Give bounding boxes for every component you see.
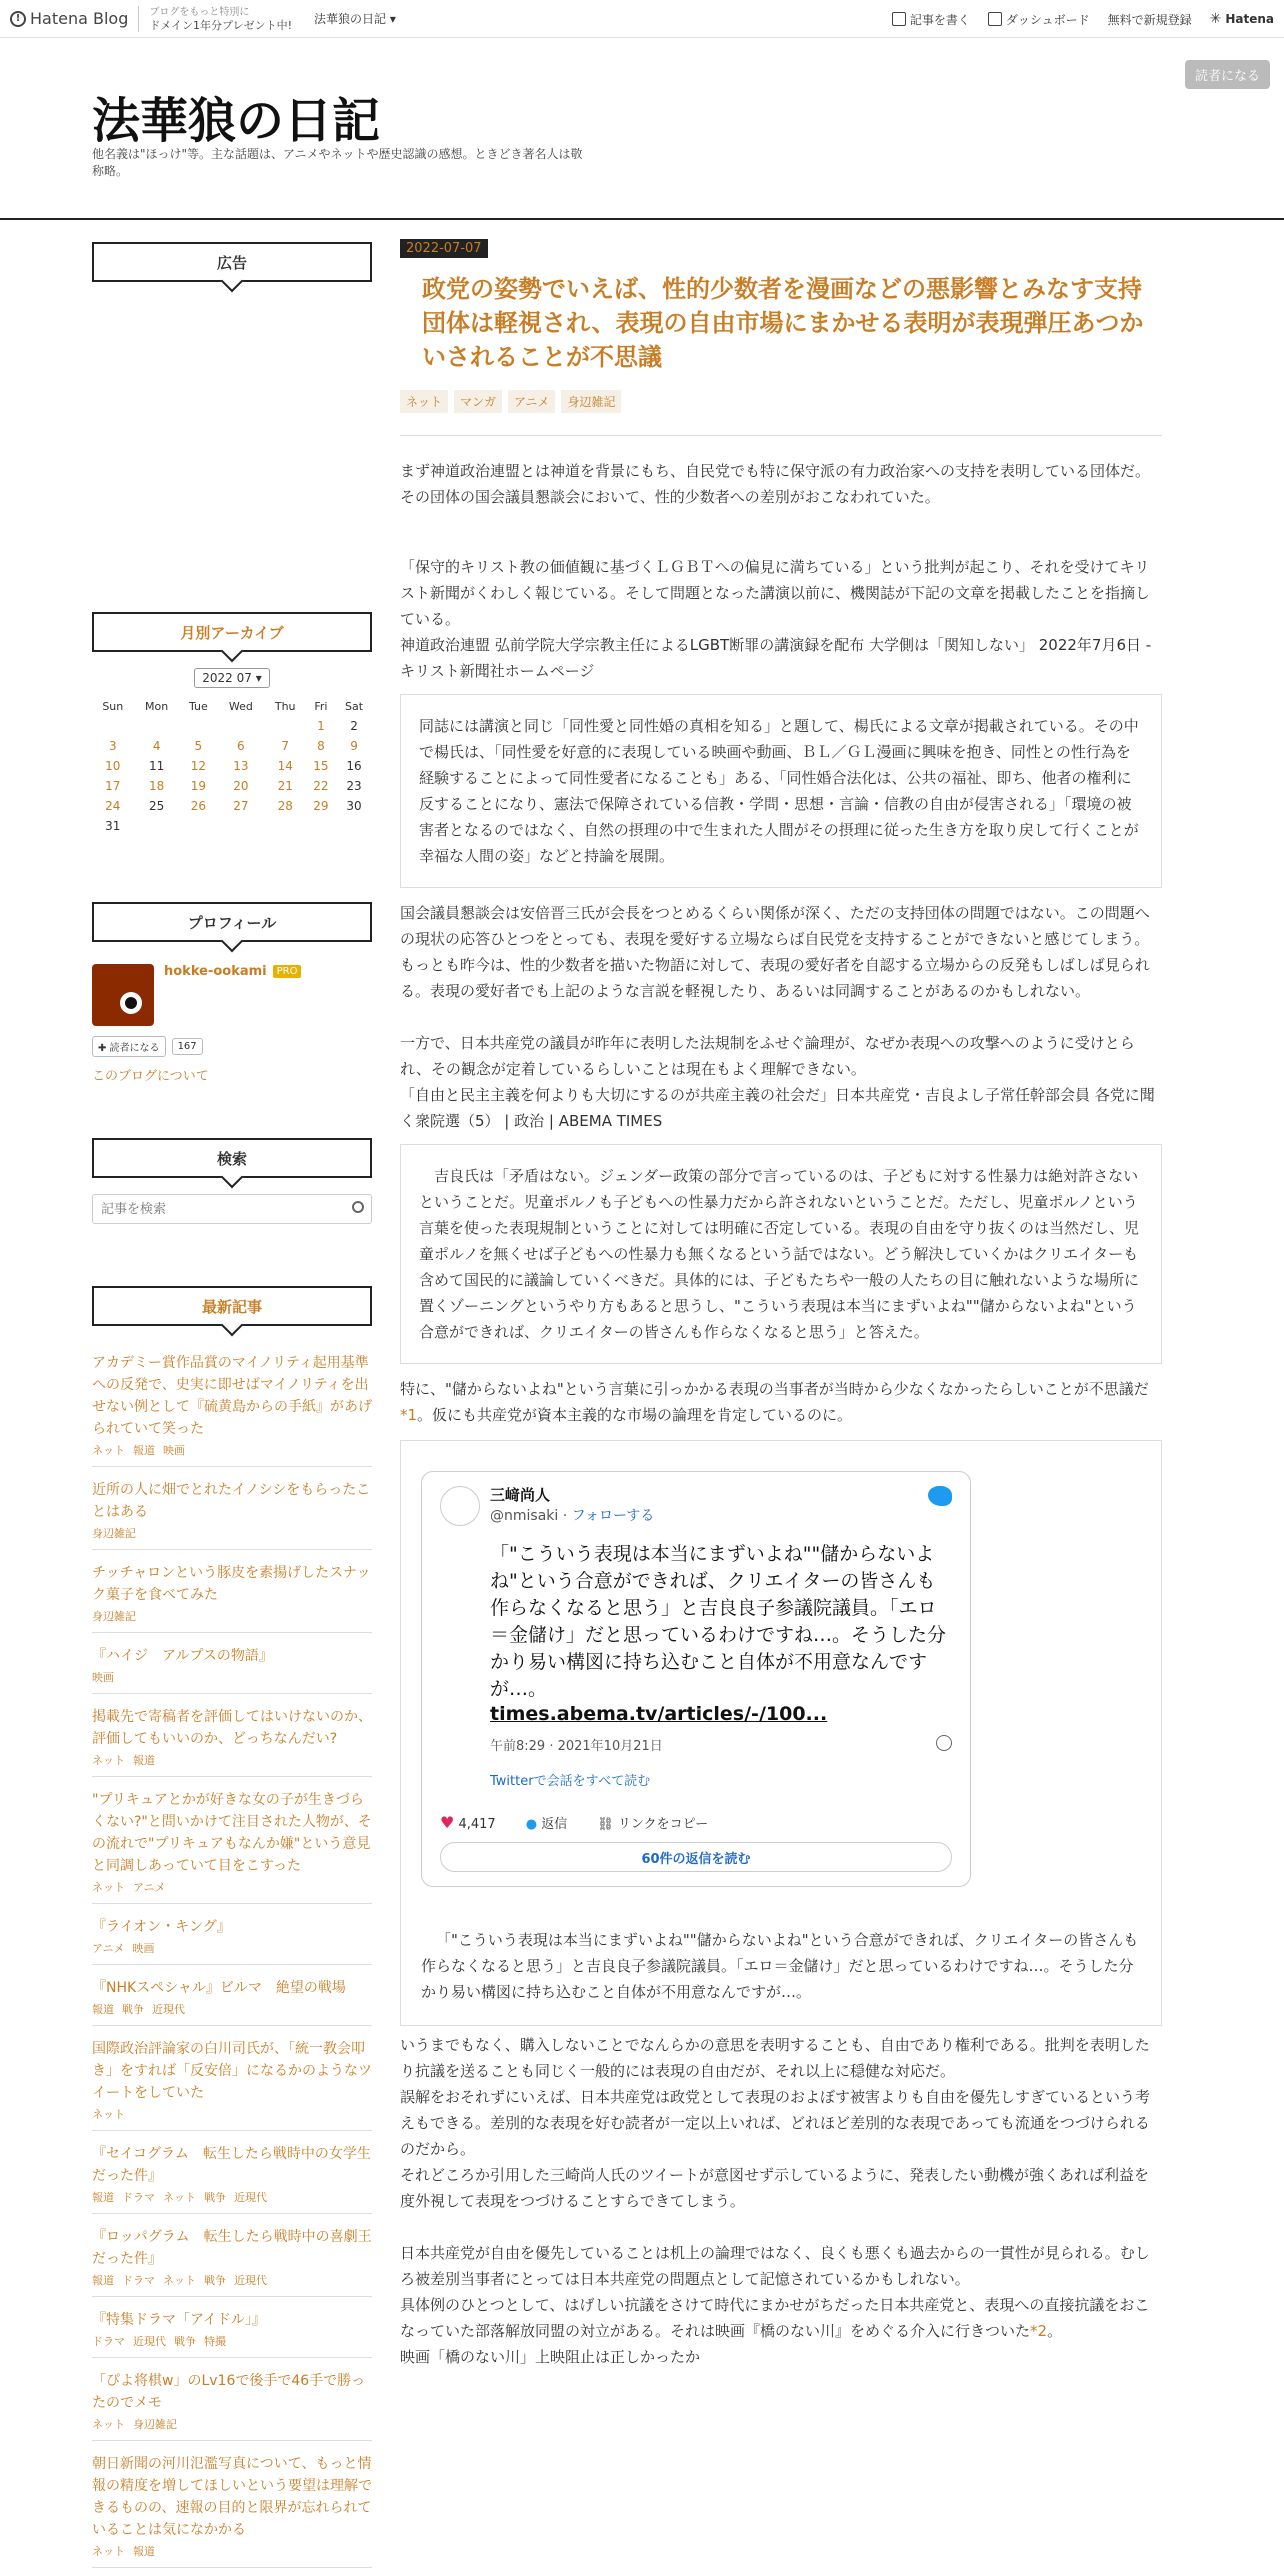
dashboard-icon [988, 12, 1002, 26]
cal-day[interactable]: 8 [317, 739, 325, 753]
blockquote: 吉良氏は「矛盾はない。ジェンダー政策の部分で言っているのは、子どもに対する性暴力は絶対許さないということだ。児童ポルノも子どもへの性暴力だから許されないということだ。ただし、児童ポルノという言葉を使った表現規制ということに対しては明確に否定している。表現の自由を守り抜くのは当然だし、児童ポルノを無くせば子どもへの性暴力も無くなるという話ではない。どう解決していくかはクリエイターも含めて国民的に議論していくべきだ。具体的には、子どもたちや一般の人たちの目に触れないような場所に置くゾーニングというやり方もあると思うし、"こういう表現は本当にまずいよね""儲からないよね"という合意ができれば、クリエイターの皆さんも作らなくなると思う」と答えた。 [400, 1144, 1162, 1364]
recent-post-link[interactable]: 国際政治評論家の白川司氏が、「統一教会叩き」をすれば「反安倍」になるかのようなツイートをしていた [92, 2041, 372, 2101]
subscribe-button[interactable]: 読者になる [1185, 60, 1270, 89]
paragraph: 具体例のひとつとして、はげしい抗議をさけて時代にまかせがちだった日本共産党と、表現への直接抗議をおこなっていた部落解放同盟の対立がある。それは映画『橋のない川』をめぐる介入に行きついた*2。 [400, 2296, 1150, 2340]
cal-day: 31 [105, 819, 121, 833]
list-item [92, 2441, 372, 2568]
about-blog-link[interactable]: このブログについて [92, 1069, 209, 1084]
ad-module [92, 242, 372, 282]
cal-day[interactable]: 22 [313, 779, 329, 793]
cal-head-thu: Thu [274, 699, 296, 713]
category-tag[interactable]: 身辺雑記 [92, 1610, 136, 1623]
recent-post-link[interactable]: 『特集ドラマ「アイドル」』 [92, 2312, 266, 2328]
source-link[interactable]: 映画「橋のない川」上映阻止は正しかったか [400, 2348, 701, 2366]
category-tag[interactable]: アニメ [508, 390, 555, 413]
cal-day[interactable]: 19 [190, 779, 206, 793]
paragraph: 特に、"儲からないよね"という言葉に引っかかる表現の当事者が当時から少なくなかったらしいことが不思議だ*1。仮にも共産党が資本主義的な市場の論理を肯定しているのに。 [400, 1380, 1149, 1424]
tweet-avatar[interactable] [440, 1486, 480, 1526]
list-item [92, 2026, 372, 2131]
category-tag[interactable]: 特撮 [204, 2335, 226, 2348]
post-date[interactable]: 2022-07-07 [400, 239, 488, 258]
like-button[interactable]: ♥ 4,417 [440, 1813, 496, 1832]
cal-day[interactable]: 26 [190, 799, 206, 813]
recent-post-categories [92, 2189, 372, 2205]
recent-post-categories [92, 2333, 372, 2349]
recent-post-link[interactable]: 『NHKスペシャル』ビルマ 絶望の戦場 [92, 1980, 346, 1996]
recent-post-categories [92, 2001, 372, 2017]
recent-post-link[interactable]: 『ロッパグラム 転生したら戦時中の喜劇王だった件』 [92, 2229, 372, 2267]
blog-switcher[interactable]: 法華狼の日記 ▾ [314, 12, 396, 26]
paragraph: 誤解をおそれずにいえば、日本共産党は政党として表現のおよぼす被害よりも自由を優先しすぎているという考えもできる。差別的な表現を好む読者が一定以上いれば、どれほど差別的な表現であっても流通をつづけられるのだから。 [400, 2088, 1151, 2158]
category-tag[interactable]: 映画 [163, 1444, 185, 1457]
list-item [92, 1694, 372, 1777]
category-tag[interactable]: ネット [92, 2545, 125, 2558]
blog-description: 他名義は"ほっけ"等。主な話題は、アニメやネットや歴史認識の感想。ときどき著名人は敬称略。 [92, 147, 583, 178]
recent-post-link[interactable]: 近所の人に畑でとれたイノシシをもらったことはある [92, 1482, 371, 1520]
paragraph: まず神道政治連盟とは神道を背景にもち、自民党でも特に保守派の有力政治家への支持を表明している団体だ。その団体の国会議員懇談会において、性的少数者への差別がおこなわれていた。 [400, 462, 1151, 506]
cal-head-tue: Tue [188, 699, 208, 713]
category-tag[interactable]: 身辺雑記 [133, 2418, 177, 2431]
tweet-link[interactable]: times.abema.tv/articles/-/100... [490, 1703, 828, 1725]
category-tag[interactable]: 近現代 [152, 2003, 185, 2016]
tweet-card[interactable]: 三﨑尚人 @nmisaki · フォローする 「"こういう表現は本当にまずいよね""儲からないよね"という合意ができれば、クリエイターの皆さんも作らなくなると思う」と吉良良子参議院議員。「エロ＝金儲け」だと思っているわけですね…。そうした分かり易い構図に持ち込むこと自体が不用意なんですが…。 times.abema.tv/articles/-/100... 午前8:29 · 2021年10月21日 Twitterで会話をすべて読む ♥ 4,417 ● 返信 ⛓ リンクをコピー 60件の返信を読む [421, 1471, 971, 1887]
recent-post-categories [92, 2106, 372, 2122]
blockquote: 同誌には講演と同じ「同性愛と同性婚の真相を知る」と題して、楊氏による文章が掲載されている。その中で楊氏は、「同性愛を好意的に表現している映画や動画、ＢＬ／ＧＬ漫画に興味を抱き、同性との性行為を経験することによって同性愛者になることも」ある、「同性婚合法化は、公共の福祉、即ち、他者の権利に反することになり、憲法で保障されている信教・学問・思想・言論・信教の自由が侵害される」「環境の被害者となるのではなく、自然の摂理の中で生まれた人間がその摂理に従った生き方を取り戻して行くことが幸福な人間の姿」などと持論を展開。 [400, 694, 1162, 888]
copy-link-button[interactable]: ⛓ リンクをコピー [597, 1817, 709, 1832]
category-tag[interactable]: ネット [163, 2274, 196, 2287]
cal-head-sun: Sun [102, 699, 124, 713]
list-item [92, 1633, 372, 1694]
recent-post-link[interactable]: 掲載先で寄稿者を評価してはいけないのか、評価してもいいのか、どっちなんだい? [92, 1709, 372, 1747]
ad-heading: 広告 [92, 242, 372, 282]
category-tag[interactable]: 戦争 [204, 2191, 226, 2204]
post-title[interactable]: 政党の姿勢でいえば、性的少数者を漫画などの悪影響とみなす支持団体は軽視され、表現の自由市場にまかせる表明が表現弾圧あつかいされることが不思議 [422, 275, 1144, 371]
hatena-logo-icon: ! [10, 11, 26, 27]
category-tag[interactable]: 映画 [132, 1942, 155, 1955]
cal-day[interactable]: 15 [313, 759, 329, 773]
hatena-star-icon: ✳ [1209, 11, 1222, 27]
follow-link[interactable]: フォローする [571, 1508, 655, 1524]
footnote-link[interactable]: *2 [1030, 2322, 1048, 2340]
search-input[interactable] [92, 1194, 372, 1224]
source-link[interactable]: 「自由と民主主義を何よりも大切にするのが共産主義の社会だ」日本共産党・吉良よし子常任幹部会員 各党に聞く衆院選（5） | 政治 | ABEMA TIMES [400, 1086, 1155, 1130]
archive-heading: 月別アーカイブ [92, 612, 372, 652]
archive-calendar [92, 696, 372, 836]
tweet-timestamp[interactable]: 午前8:29 · 2021年10月21日 [490, 1735, 952, 1754]
list-item [92, 1777, 372, 1904]
reply-bubble-icon: ● [525, 1817, 538, 1832]
hatena-menu[interactable]: ✳ Hatena [1209, 11, 1274, 27]
category-tag[interactable]: ネット [92, 2418, 125, 2431]
paragraph: 国会議員懇談会は安倍晋三氏が会長をつとめるくらい関係が深く、ただの支持団体の問題ではない。この問題への現状の応答ひとつをとっても、表現を愛好する立場ならば自民党を支持することができないと感じてしまう。 [400, 904, 1150, 948]
category-tag[interactable]: アニメ [133, 1881, 166, 1894]
read-replies-button[interactable]: 60件の返信を読む [440, 1842, 952, 1872]
paragraph: もっとも昨今は、性的少数者を描いた物語に対して、表現の愛好者を自認する立場からの反発もしばしば見られる。表現の愛好者でも上記のような言説を軽視したり、あるいは同調することがあるのかもしれない。 [400, 956, 1150, 1000]
list-item [92, 1340, 372, 1467]
dashboard-link[interactable]: ダッシュボード [988, 11, 1090, 28]
cal-day: 30 [346, 799, 362, 813]
recent-post-link[interactable]: "プリキュアとかが好きな女の子が生きづらくない?"と問いかけて注目された人物が、その流れで"プリキュアもなんか嫌"という意見と同調しあっていて目をこすった [92, 1792, 372, 1874]
cal-day[interactable]: 20 [233, 779, 249, 793]
cal-day[interactable]: 9 [350, 739, 358, 753]
cal-head-fri: Fri [314, 699, 328, 713]
recent-post-categories [92, 1608, 372, 1624]
category-tag[interactable]: アニメ [92, 1942, 125, 1955]
hatena-blog-logo[interactable]: ! Hatena Blog [10, 9, 128, 28]
cal-day: 16 [346, 759, 362, 773]
list-item [92, 1550, 372, 1633]
reply-button[interactable]: ● 返信 [525, 1817, 568, 1832]
cal-day[interactable]: 4 [152, 739, 161, 753]
category-tag[interactable]: 戦争 [122, 2003, 144, 2016]
source-link[interactable]: 神道政治連盟 弘前学院大学宗教主任によるLGBT断罪の講演録を配布 大学側は「関知しない」 2022年7月6日 - キリスト新聞社ホームページ [400, 636, 1152, 680]
cal-day: 23 [346, 779, 362, 793]
category-tag[interactable]: ネット [92, 2108, 125, 2121]
list-item [92, 1965, 372, 2026]
recent-post-link[interactable]: 『ライオン・キング』 [92, 1919, 231, 1935]
category-tag[interactable]: 報道 [133, 2545, 155, 2558]
category-tag[interactable]: 報道 [133, 1754, 155, 1767]
reader-count: 167 [172, 1038, 203, 1055]
cal-head-mon: Mon [145, 699, 169, 713]
category-tag[interactable]: ドラマ [92, 2335, 125, 2348]
list-item [92, 2131, 372, 2214]
paragraph: 日本共産党が自由を優先していることは机上の論理ではなく、良くも悪くも過去からの一貫性が見られる。むしろ被差別当事者にとっては日本共産党の問題点として記憶されているかもしれない。 [400, 2244, 1150, 2288]
recent-post-link[interactable]: 『ハイジ アルプスの物語』 [92, 1648, 273, 1664]
article [400, 238, 1162, 2370]
link-icon: ⛓ [597, 1817, 614, 1832]
category-tag[interactable]: ネット [92, 1754, 125, 1767]
category-tag[interactable]: 近現代 [234, 2191, 267, 2204]
recent-post-link[interactable]: 『セイコグラム 転生したら戦時中の女学生だった件』 [92, 2146, 371, 2184]
archive-month-select[interactable]: 2022 07 ▾ [194, 668, 270, 688]
blog-header [0, 38, 1284, 220]
recent-post-categories [92, 1669, 372, 1685]
cal-day[interactable]: 13 [233, 759, 249, 773]
embedded-tweet-block [400, 1440, 1162, 2026]
list-item [92, 2214, 372, 2297]
twitter-bird-icon[interactable] [928, 1486, 952, 1506]
category-tag[interactable]: 近現代 [234, 2274, 267, 2287]
recent-post-categories [92, 1525, 372, 1541]
profile-heading: プロフィール [92, 902, 372, 942]
blog-title[interactable]: 法華狼の日記 [92, 93, 381, 149]
category-tag[interactable]: ネット [400, 390, 448, 413]
heart-icon: ♥ [440, 1813, 455, 1832]
post-categories [400, 390, 1162, 413]
cal-day[interactable]: 1 [317, 719, 325, 733]
paragraph: それどころか引用した三崎尚人氏のツイートが意図せず示しているように、発表したい動機が強くあれば利益を度外視して表現をつづけることすらできてしまう。 [400, 2166, 1149, 2210]
cal-day[interactable]: 7 [281, 739, 290, 753]
recent-post-link[interactable]: アカデミー賞作品賞のマイノリティ起用基準への反発で、史実に即せばマイノリティを出せない例として『硫黄島からの手紙』があげられていて笑った [92, 1355, 372, 1437]
profile-module [92, 902, 372, 1084]
recent-post-categories [92, 1879, 372, 1895]
tweet-handle[interactable]: @nmisaki [490, 1508, 559, 1524]
cal-day[interactable]: 5 [194, 739, 203, 753]
cal-day[interactable]: 21 [277, 779, 293, 793]
archive-module [92, 612, 372, 836]
list-item [92, 1904, 372, 1965]
paragraph: 一方で、日本共産党の議員が昨年に表明した法規制をふせぐ論理が、なぜか表現への攻撃へのように受けとられ、その観念が定着しているらしいことは現在もよく理解できない。 [400, 1034, 1135, 1078]
search-heading: 検索 [92, 1138, 372, 1178]
avatar[interactable] [92, 964, 154, 1026]
follow-reader-button[interactable]: ✚ 読者になる [92, 1036, 166, 1057]
cal-day[interactable]: 28 [277, 799, 293, 813]
cal-day: 25 [149, 799, 165, 813]
recent-post-link[interactable]: 朝日新聞の河川氾濫写真について、もっと情報の精度を増してほしいという要望は理解できるものの、速報の目的と限界が忘れられていることは気になかかる [92, 2456, 372, 2538]
recent-posts-module [92, 1286, 372, 2568]
category-tag[interactable]: 戦争 [174, 2335, 196, 2348]
cal-day[interactable]: 29 [313, 799, 329, 813]
search-module [92, 1138, 372, 1224]
cal-head-sat: Sat [345, 699, 364, 713]
cal-day[interactable]: 18 [149, 779, 165, 793]
domain-promo[interactable]: ブログをもっと特別に ドメイン1年分プレゼント中! [138, 6, 292, 32]
footnote-link[interactable]: *1 [400, 1406, 418, 1424]
cal-head-wed: Wed [228, 699, 253, 713]
recent-post-categories [92, 2416, 372, 2432]
recent-heading: 最新記事 [92, 1286, 372, 1326]
cal-day[interactable]: 6 [237, 739, 245, 753]
pencil-icon [892, 12, 906, 26]
recent-post-categories [92, 1940, 372, 1956]
category-tag[interactable]: ドラマ [122, 2274, 155, 2287]
category-tag[interactable]: 近現代 [133, 2335, 166, 2348]
recent-post-link[interactable]: 「ぴよ将棋w」のLv16で後手で46手で勝ったのでメモ [92, 2373, 366, 2411]
cal-day[interactable]: 24 [105, 799, 121, 813]
list-item [92, 1467, 372, 1550]
cal-day[interactable]: 12 [190, 759, 206, 773]
recent-post-categories [92, 2272, 372, 2288]
tweet-author-name[interactable]: 三﨑尚人 [490, 1486, 551, 1504]
list-item [92, 2297, 372, 2358]
category-tag[interactable]: ネット [92, 1444, 125, 1457]
list-item [92, 2358, 372, 2441]
divider [400, 435, 1162, 436]
tweet-text: 「"こういう表現は本当にまずいよね""儲からないよね"という合意ができれば、クリエイターの皆さんも作らなくなると思う」と吉良良子参議院議員。「エロ＝金儲け」だと思っているわけですね…。そうした分かり易い構図に持ち込むこと自体が不用意なんですが…。 [490, 1543, 947, 1700]
cal-day[interactable]: 27 [233, 799, 249, 813]
category-tag[interactable]: ドラマ [122, 2191, 155, 2204]
recent-post-categories [92, 2543, 372, 2559]
category-tag[interactable]: ネット [163, 2191, 196, 2204]
paragraph: いうまでもなく、購入しないことでなんらかの意思を表明することも、自由であり権利である。批判を表明したり抗議を送ることも同じく一般的には表現の自由だが、それ以上に穏健な対応だ。 [400, 2036, 1150, 2080]
category-tag[interactable]: マンガ [454, 390, 502, 413]
recent-post-categories [92, 1442, 372, 1458]
profile-username[interactable]: hokke-ookami [164, 964, 267, 979]
recent-posts-list [92, 1340, 372, 2568]
search-icon[interactable] [352, 1201, 364, 1213]
cal-day[interactable]: 14 [277, 759, 293, 773]
category-tag[interactable]: 報道 [92, 2274, 114, 2287]
category-tag[interactable]: 報道 [133, 1444, 155, 1457]
cal-day: 2 [350, 719, 358, 733]
category-tag[interactable]: 報道 [92, 2191, 114, 2204]
paragraph: 「保守的キリスト教の価値観に基づくＬＧＢＴへの偏見に満ちている」という批判が起こり、それを受けてキリスト新聞がくわしく報じている。そして問題となった講演以前に、機関誌が下記の文章を掲載したことを指摘している。 [400, 558, 1151, 628]
category-tag[interactable]: 戦争 [204, 2274, 226, 2287]
cal-day[interactable]: 10 [105, 759, 121, 773]
category-tag[interactable]: ネット [92, 1881, 125, 1894]
category-tag[interactable]: 身辺雑記 [561, 390, 621, 413]
category-tag[interactable]: 身辺雑記 [92, 1527, 136, 1540]
recent-post-link[interactable]: チッチャロンという豚皮を素揚げしたスナック菓子を食べてみた [92, 1565, 371, 1603]
category-tag[interactable]: 報道 [92, 2003, 114, 2016]
top-bar [0, 0, 1284, 38]
recent-post-categories [92, 1752, 372, 1768]
tweet-caption: 「"こういう表現は本当にまずいよね""儲からないよね"という合意ができれば、クリエイターの皆さんも作らなくなると思う」と吉良良子参議院議員。「エロ＝金儲け」だと思っているわけですね…。そうした分かり易い構図に持ち込むこと自体が不用意なんですが…。 [421, 1931, 1139, 2001]
cal-day: 11 [149, 759, 165, 773]
register-link[interactable]: 無料で新規登録 [1107, 12, 1192, 27]
read-conversation-link[interactable]: Twitterで会話をすべて読む [490, 1774, 651, 1789]
category-tag[interactable]: 映画 [92, 1671, 114, 1684]
cal-day[interactable]: 3 [108, 739, 117, 753]
info-icon[interactable] [936, 1735, 952, 1751]
write-article-link[interactable]: 記事を書く [892, 11, 970, 28]
pro-badge: PRO [273, 965, 302, 978]
cal-day[interactable]: 17 [105, 779, 121, 793]
